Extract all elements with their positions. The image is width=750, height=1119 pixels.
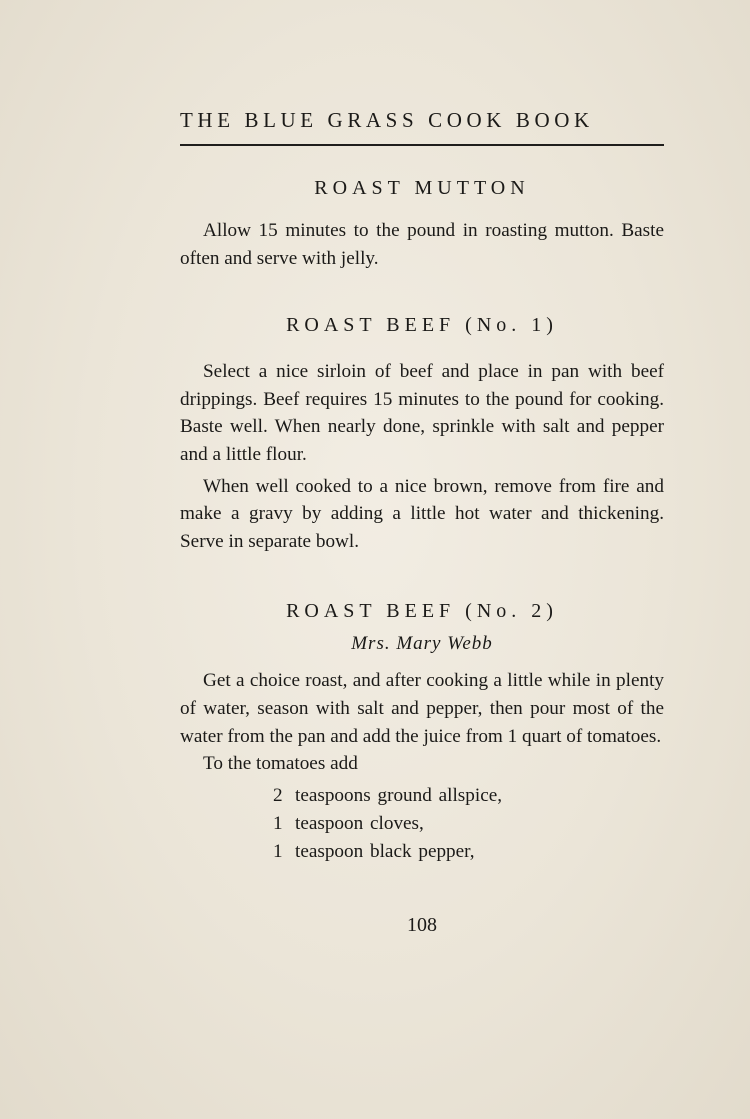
paragraph: When well cooked to a nice brown, remove from fire and make a gravy by adding a little hot water and thickening. Serve in separate bowl. (180, 475, 664, 552)
ingredient-quantity: 1 (273, 840, 283, 862)
ingredient-item: teaspoon cloves, (295, 812, 424, 834)
running-head: THE BLUE GRASS COOK BOOK (180, 108, 594, 132)
recipe-author: Mrs. Mary Webb (351, 633, 493, 655)
ingredient-list (273, 782, 664, 866)
ingredient-quantity: 1 (273, 812, 283, 834)
paragraph: To the tomatoes add (203, 753, 358, 775)
ingredient-item: teaspoons ground allspice, (295, 784, 503, 806)
page-number: 108 (407, 914, 437, 936)
paragraph: Allow 15 minutes to the pound in roasting mutton. Baste often and serve with jelly. (180, 220, 664, 269)
ingredient-quantity: 2 (273, 784, 283, 806)
ingredient-item: teaspoon black pepper, (295, 840, 475, 862)
ingredient-line (273, 838, 664, 866)
header-rule (180, 144, 664, 146)
paragraph: Get a choice roast, and after cooking a little while in plenty of water, season with salt and pepper, then pour most of the water from the pan and add the juice from 1 quart of tomatoes. (180, 670, 664, 747)
section-title-roast-beef-2: ROAST BEEF (No. 2) (286, 600, 558, 623)
ingredient-line (273, 810, 664, 838)
paragraph: Select a nice sirloin of beef and place in pan with beef drippings. Beef requires 15 minutes to the pound for cooking. Baste well. When nearly done, sprinkle with salt and pepper and a little flour. (180, 361, 664, 465)
ingredient-line (273, 782, 664, 810)
section-title-roast-beef-1: ROAST BEEF (No. 1) (286, 314, 558, 337)
section-title-roast-mutton: ROAST MUTTON (314, 177, 530, 199)
book-page (180, 100, 664, 866)
